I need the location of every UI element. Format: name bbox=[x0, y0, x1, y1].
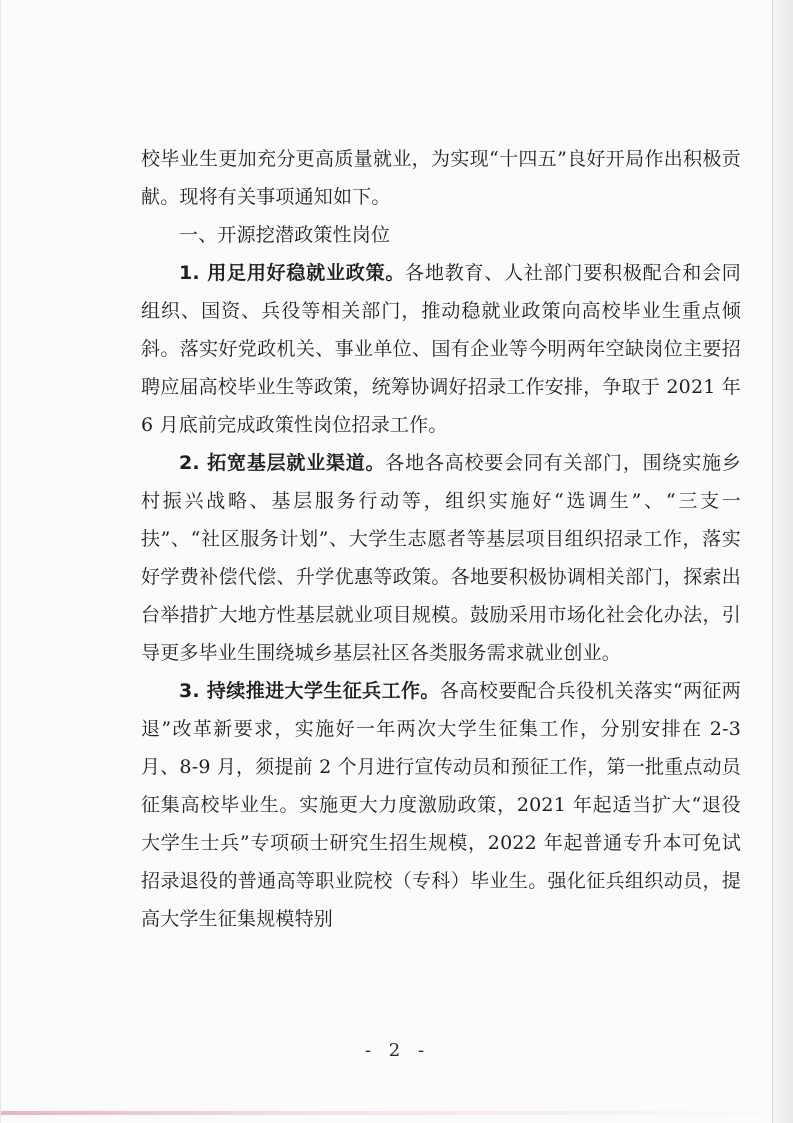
page-edge-shadow bbox=[772, 0, 793, 1123]
paragraph-3-body: 各高校要配合兵役机关落实“两征两退”改革新要求，实施好一年两次大学生征集工作，分别安排在 2-3 月、8-9 月，须提前 2 个月进行宣传动员和预征工作，第一批重点动员征集高校毕业生。实施更大力度激励政策，2021 年起适当扩大“退役大学生士兵”专项硕士研究生招生规模，2022 年起普通专升本可免试招录退役的普通高等职业院校（专科）毕业生。强化征兵组织动员，提高大学生征集规模特别 bbox=[141, 680, 741, 930]
bottom-color-stripe bbox=[1, 1111, 793, 1115]
intro-paragraph bbox=[141, 140, 741, 216]
section-heading: 一、开源挖潜政策性岗位 bbox=[179, 224, 391, 246]
intro-text: 校毕业生更加充分更高质量就业，为实现“十四五”良好开局作出积极贡献。现将有关事项通知如下。 bbox=[141, 148, 741, 208]
page-number: - 2 - bbox=[364, 1040, 431, 1061]
paragraph-1-title: 1. 用足用好稳就业政策。 bbox=[179, 262, 406, 284]
paragraph-2-title: 2. 拓宽基层就业渠道。 bbox=[179, 452, 386, 474]
paragraph-2 bbox=[141, 444, 741, 672]
paragraph-3-title: 3. 持续推进大学生征兵工作。 bbox=[179, 680, 440, 702]
document-body bbox=[141, 140, 741, 938]
paragraph-3 bbox=[141, 672, 741, 938]
paragraph-1-body: 各地教育、人社部门要积极配合和会同组织、国资、兵役等相关部门，推动稳就业政策向高校毕业生重点倾斜。落实好党政机关、事业单位、国有企业等今明两年空缺岗位主要招聘应届高校毕业生等政策，统筹协调好招录工作安排，争取于 2021 年 6 月底前完成政策性岗位招录工作。 bbox=[141, 262, 742, 436]
paragraph-2-body: 各地各高校要会同有关部门，围绕实施乡村振兴战略、基层服务行动等，组织实施好“选调生”、“三支一扶”、“社区服务计划”、大学生志愿者等基层项目组织招录工作，落实好学费补偿代偿、升学优惠等政策。各地要积极协调相关部门，探索出台举措扩大地方性基层就业项目规模。鼓励采用市场化社会化办法，引导更多毕业生围绕城乡基层社区各类服务需求就业创业。 bbox=[141, 452, 741, 664]
paragraph-1 bbox=[141, 254, 741, 444]
